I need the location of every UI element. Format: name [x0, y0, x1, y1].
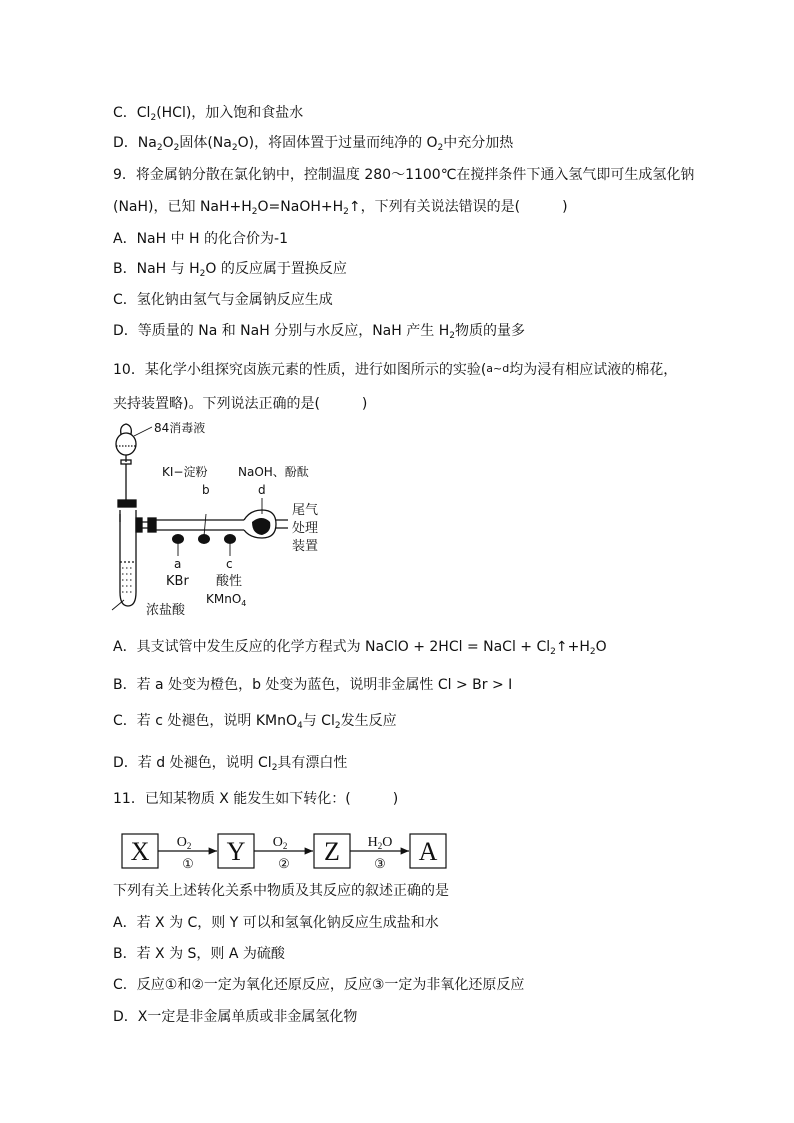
- node-y: Y: [226, 837, 246, 866]
- q10-option-c: C．若 c 处褪色，说明 KMnO$_4$与 $Cl_2$发生反应: [113, 713, 397, 731]
- q10-range-label: a~d: [486, 362, 510, 375]
- label-b: b: [202, 483, 210, 497]
- step-1: ①: [182, 856, 194, 871]
- halogen-apparatus-diagram: [104, 422, 344, 618]
- label-tail-3: 装置: [292, 539, 319, 554]
- label-leaders: [178, 498, 262, 556]
- label-bleach: 84消毒液: [154, 422, 206, 435]
- q11-conversion-flow: [118, 828, 458, 874]
- side-arm-test-tube: [118, 500, 288, 606]
- q8-option-c: C．$Cl_2(HCl)$，加入饱和食盐水: [113, 105, 304, 123]
- q11-option-a: A．若 X 为 C，则 Y 可以和氢氧化钠反应生成盐和水: [113, 915, 439, 931]
- label-ki: KI−淀粉: [162, 465, 208, 479]
- q8-option-d: D．$Na_2O_2$固体$(Na_2O)$，将固体置于过量而纯净的 $O_2$中充分加热: [113, 135, 514, 153]
- q11-option-d: D．X一定是非金属单质或非金属氢化物: [113, 1009, 358, 1025]
- step-2: ②: [278, 856, 290, 871]
- q9-option-c: C．氢化钠由氢气与金属钠反应生成: [113, 292, 333, 308]
- q10-option-b: B．若 a 处变为橙色，b 处变为蓝色，说明非金属性 Cl > Br > I: [113, 677, 513, 693]
- q9-stem-line2: (NaH)，已知 $NaH+H_2O=NaOH+H_2↑$，下列有关说法错误的是( ): [113, 199, 568, 217]
- q9-stem-line1: 9．将金属钠分散在氯化钠中，控制温度 280～1100℃在搅拌条件下通入氢气即可生成氢化钠: [113, 167, 695, 183]
- label-hcl: 浓盐酸: [146, 603, 186, 618]
- label-kmno4: KMnO$_4$: [206, 592, 247, 608]
- q10-option-d: D．若 d 处褪色，说明 $Cl_2$具有漂白性: [113, 755, 348, 773]
- step-3: ③: [374, 856, 386, 871]
- label-d: d: [258, 483, 266, 497]
- node-z: Z: [324, 837, 340, 866]
- label-tail-2: 处理: [292, 521, 319, 536]
- leader-hcl: [112, 600, 124, 610]
- cotton-c: [224, 534, 236, 544]
- label-c: c: [226, 557, 233, 571]
- node-x: X: [130, 837, 150, 866]
- q11-lead: 下列有关上述转化关系中物质及其反应的叙述正确的是: [113, 883, 449, 899]
- q11-option-b: B．若 X 为 S，则 A 为硫酸: [113, 946, 285, 962]
- q10-stem-line1: 10．某化学小组探究卤族元素的性质，进行如图所示的实验(a~d均为浸有相应试液的棉花，: [113, 362, 678, 378]
- q9-option-d: D．等质量的 Na 和 NaH 分别与水反应，NaH 产生 $H_2$物质的量多: [113, 323, 525, 341]
- q10-stem-line2: 夹持装置略)。下列说法正确的是( ): [113, 396, 368, 412]
- cotton-a: [172, 534, 184, 544]
- q9-option-b: B．NaH 与 $H_2O$ 的反应属于置换反应: [113, 261, 347, 279]
- label-naoh: NaOH、酚酞: [238, 465, 309, 479]
- label-a: a: [174, 557, 182, 571]
- q10-option-a: A．具支试管中发生反应的化学方程式为 NaClO + 2HCl = NaCl + $Cl_2↑+H_2O$: [113, 639, 607, 657]
- reagent-1: $O_2$: [176, 835, 192, 851]
- label-tail-1: 尾气: [292, 503, 319, 518]
- q11-option-c: C．反应①和②一定为氧化还原反应，反应③一定为非氧化还原反应: [113, 977, 525, 993]
- label-acidic: 酸性: [216, 574, 243, 589]
- label-kbr: KBr: [166, 574, 189, 589]
- cotton-d: [252, 518, 270, 535]
- node-a: A: [418, 837, 438, 866]
- reagent-3: $H_2O$: [367, 835, 393, 851]
- reagent-2: $O_2$: [272, 835, 288, 851]
- q11-stem: 11．已知某物质 X 能发生如下转化：( ): [113, 791, 399, 807]
- q9-option-a: A．NaH 中 H 的化合价为-1: [113, 231, 288, 247]
- separatory-funnel: [116, 424, 152, 500]
